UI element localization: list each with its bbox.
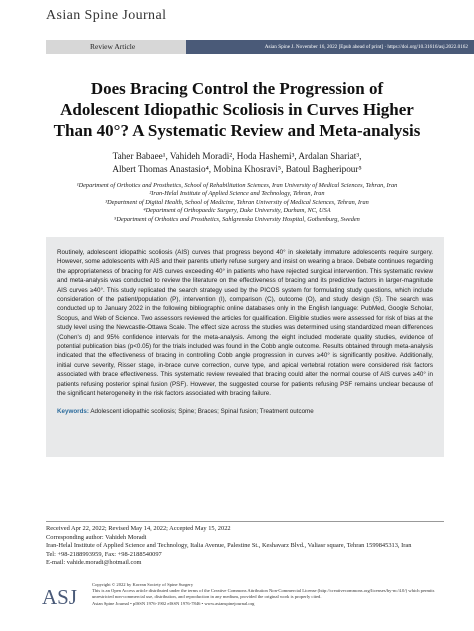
citation-line[interactable]: Asian Spine J. November 16, 2022 [Epub ahead of print] · https://doi.org/10.31616/asj.2022.0162 bbox=[186, 40, 474, 54]
header-bar bbox=[46, 40, 474, 54]
title-line: Does Bracing Control the Progression of bbox=[90, 79, 384, 98]
asj-logo-text: ASJ bbox=[42, 585, 78, 608]
issn-line[interactable]: Asian Spine Journal • pISSN 1976-1902 eISSN 1976-7846 • www.asianspinejournal.org bbox=[92, 600, 255, 606]
author-contact: Tel: +98-2188993959, Fax: +98-2188540097 bbox=[46, 550, 162, 558]
author-email[interactable]: E-mail: vahide.moradi@hotmail.com bbox=[46, 559, 142, 567]
article-title bbox=[30, 78, 444, 141]
affiliation: ²Iran-Helal Institute of Applied Science and Technology, Tehran, Iran bbox=[149, 190, 325, 198]
author-list bbox=[60, 150, 414, 176]
author-line: Taher Babaee¹, Vahideh Moradi², Hoda Hashemi³, Ardalan Shariat³, bbox=[112, 151, 362, 161]
title-line: Than 40°? A Systematic Review and Meta-analysis bbox=[53, 121, 421, 140]
affiliation: ⁵Department of Orthotics and Prosthetics, Sahlgrenska University Hospital, Gothenburg, Sweden bbox=[114, 215, 360, 223]
journal-name: Asian Spine Journal bbox=[46, 8, 167, 23]
title-line: Adolescent Idiopathic Scoliosis in Curves Higher bbox=[60, 100, 414, 119]
affiliation: ³Department of Digital Health, School of Medicine, Tehran University of Medical Sciences, Tehran, Iran bbox=[105, 198, 369, 206]
affiliation: ⁴Department of Orthopaedic Surgery, Duke University, Durham, NC, USA bbox=[143, 207, 331, 215]
keywords-list: Adolescent idiopathic scoliosis; Spine; Braces; Spinal fusion; Treatment outcome bbox=[90, 407, 314, 415]
received-info bbox=[46, 525, 446, 568]
corresponding-author: Corresponding author: Vahideh Moradi bbox=[46, 533, 147, 541]
affiliation-list bbox=[50, 182, 424, 224]
asj-logo bbox=[42, 584, 82, 608]
keywords bbox=[57, 407, 433, 416]
author-address: Iran-Helal Institute of Applied Science and Technology, Italia Avenue, Palestine St., Keshavarz Blvd., Valiasr square, Tehran 1599845313, Iran bbox=[46, 542, 412, 550]
author-line: Albert Thomas Anastasio⁴, Mobina Khosravi⁵, Batoul Bagheripour⁵ bbox=[112, 164, 362, 174]
abstract-text: Routinely, adolescent idiopathic scoliosis (AIS) curves that progress beyond 40° in skeletally immature adolescents require surgery. However, some adolescents with AIS and their parents utterly refuse surgery and insist on wearing a brace. Debate continues regarding the appropriateness of bracing for AIS curves exceeding 40° in patients who have rejected surgical intervention. This systematic review and meta-analysis was conducted to review the literature on the effectiveness of bracing and its predictive factors in larger-magnitude AIS curves ≥40°. This study replicated the search strategy used by the PICOS system for formulating study questions, which include consideration of the patient/population (P), intervention (I), comparison (C), outcome (O), and study design (S). The search was conducted up to January 2022 in the following bibliographic online databases only in the English language: PubMed, Google Scholar, Scopus, and Web of Science. Two assessors reviewed the articles for qualification. Eligible studies were assessed for risk of bias at the study level using the Newcastle-Ottawa Scale. The effect size across the studies was determined using standardized mean differences (Cohen's d) and 95% confidence intervals for the meta-analysis. Among the eight included moderate quality studies, evidence of potential publication bias (p<0.05) for the trials included was found in the Cobb angle outcome. Results obtained through meta-analysis indicated that the effectiveness of bracing in controlling Cobb angle progression in curves ≥40° is significantly positive. Additionally, initial curve severity, Risser stage, in-brace curve correction, curve type, and apical vertebral rotation were considered risk factors associated with brace effectiveness. This systematic review revealed that bracing could alter the normal course of AIS curves ≥40° in patients refusing posterior spinal fusion (PSF). However, the suggested course for patients refusing PSF remains unclear because of the significant heterogeneity in the risk factors associated with bracing failure. bbox=[57, 249, 433, 398]
copyright: Copyright © 2022 by Korean Society of Spine Surgery bbox=[92, 582, 194, 587]
article-type: Review Article bbox=[46, 40, 186, 54]
license-text[interactable]: This is an Open Access article distributed under the terms of the Creative Commons Attribution Non-Commercial License (http://creativecommons.org/licenses/by-nc/4.0/) which permits unrestricted non-commercial use, distribution, and reproduction in any medium, provided the original work is properly cited. bbox=[92, 588, 435, 600]
received-dates: Received Apr 22, 2022; Revised May 14, 2022; Accepted May 15, 2022 bbox=[46, 525, 231, 532]
keywords-label: Keywords: bbox=[57, 407, 89, 415]
footer bbox=[92, 582, 444, 607]
affiliation: ¹Department of Orthotics and Prosthetics, School of Rehabilitation Sciences, Iran University of Medical Sciences, Tehran, Iran bbox=[76, 182, 398, 189]
divider bbox=[46, 521, 444, 522]
abstract-box bbox=[46, 237, 444, 457]
